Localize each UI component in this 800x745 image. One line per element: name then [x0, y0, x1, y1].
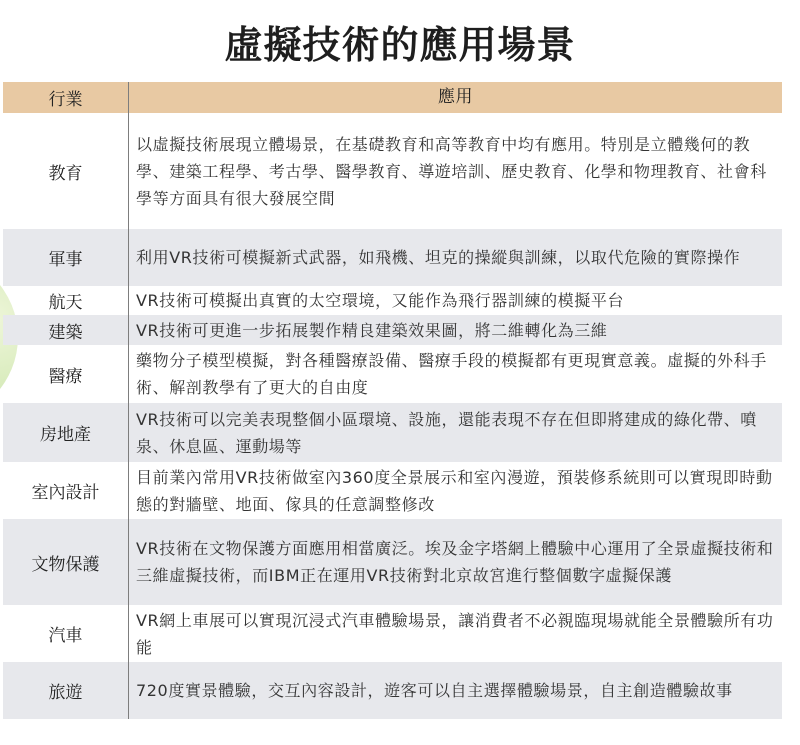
application-cell: 720度實景體驗，交互內容設計，遊客可以自主選擇體驗場景，自主創造體驗故事 [136, 681, 733, 700]
table-row [3, 462, 782, 519]
table-row [3, 662, 782, 719]
header-application: 應用 [437, 87, 474, 107]
table-row [3, 315, 782, 345]
industry-cell: 室內設計 [3, 462, 129, 519]
table-body [3, 113, 782, 719]
application-cell: 利用VR技術可模擬新式武器，如飛機、坦克的操縱與訓練，以取代危險的實際操作 [136, 248, 741, 267]
industry-cell: 建築 [3, 315, 129, 345]
industry-cell: 教育 [3, 113, 129, 229]
application-cell: VR技術在文物保護方面應用相當廣泛。埃及金字塔網上體驗中心運用了全景虛擬技術和三維虛擬技術，而IBM正在運用VR技術對北京故宮進行整個數字虛擬保護 [136, 539, 774, 585]
table-row [3, 113, 782, 229]
industry-cell: 汽車 [3, 605, 129, 662]
table-header-row [3, 82, 782, 113]
industry-cell: 文物保護 [3, 519, 129, 605]
header-industry: 行業 [3, 82, 129, 113]
application-cell: 目前業內常用VR技術做室內360度全景展示和室內漫遊，預裝修系統則可以實現即時動態的對牆壁、地面、傢具的任意調整修改 [136, 467, 773, 514]
industry-cell: 航天 [3, 286, 129, 315]
applications-table [3, 82, 782, 719]
application-cell: VR技術可模擬出真實的太空環境，又能作為飛行器訓練的模擬平台 [136, 291, 625, 310]
industry-cell: 房地產 [3, 403, 129, 462]
application-cell: 以虛擬技術展現立體場景，在基礎教育和高等教育中均有應用。特別是立體幾何的教學、建築工程學、考古學、醫學教育、導遊培訓、歷史教育、化學和物理教育、社會科學等方面具有很大發展空間 [136, 134, 767, 208]
application-cell: 藥物分子模型模擬，對各種醫療設備、醫療手段的模擬都有更現實意義。虛擬的外科手術、解剖教學有了更大的自由度 [136, 351, 767, 397]
table-row [3, 605, 782, 662]
application-cell: VR網上車展可以實現沉浸式汽車體驗場景，讓消費者不必親臨現場就能全景體驗所有功能 [136, 610, 774, 657]
application-cell: VR技術可以完美表現整個小區環境、設施，還能表現不存在但即將建成的綠化帶、噴泉、休息區、運動場等 [136, 409, 757, 456]
table-row [3, 403, 782, 462]
table-row [3, 229, 782, 286]
table-row [3, 286, 782, 315]
page-title: 虛擬技術的應用場景 [224, 23, 576, 67]
application-cell: VR技術可更進一步拓展製作精良建築效果圖，將二維轉化為三維 [136, 320, 608, 340]
table-row [3, 345, 782, 403]
table-row [3, 519, 782, 605]
industry-cell: 軍事 [3, 229, 129, 286]
industry-cell: 旅遊 [3, 662, 129, 719]
industry-cell: 醫療 [3, 345, 129, 403]
